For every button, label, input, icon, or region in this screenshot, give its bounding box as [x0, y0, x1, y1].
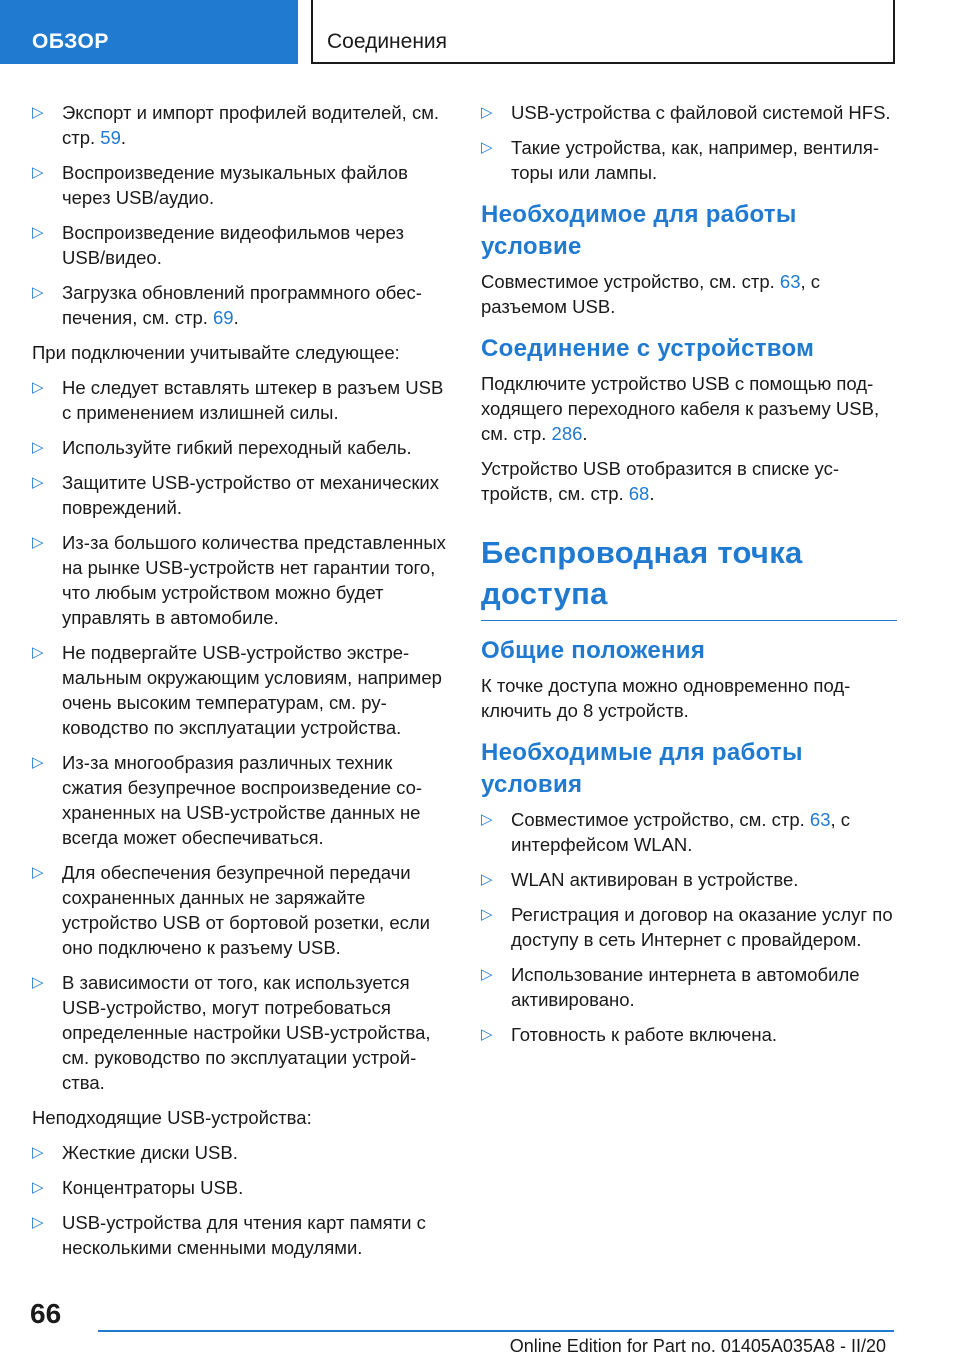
bullet-list: [32, 375, 450, 1095]
header-chapter-box: [311, 0, 895, 64]
bullet-triangle-icon: ▷: [481, 811, 493, 828]
footer-edition: Online Edition for Part no. 01405A035A8 - II/20: [509, 1336, 886, 1356]
bullet-item: [481, 867, 897, 892]
text-run: , с разъемом USB.: [481, 271, 821, 317]
bullet-triangle-icon: ▷: [32, 1179, 44, 1196]
text-run: Регистрация и договор на оказание услуг по доступу в сеть Интернет с провайдером.: [511, 904, 893, 950]
bullet-triangle-icon: ▷: [32, 864, 44, 881]
bullet-item: [32, 1210, 450, 1260]
text-run: .: [120, 127, 127, 148]
bullet-triangle-icon: ▷: [32, 534, 44, 551]
page-reference-link[interactable]: 286: [551, 423, 583, 444]
section-heading: Общие положения: [481, 637, 706, 664]
text-run: Не подвергайте USB-устройство экстремальным окружающим условиям, например очень высоким температурам, см. руководство по эксплуатации устройства.: [62, 642, 442, 738]
bullet-list: [481, 100, 897, 185]
bullet-triangle-icon: ▷: [32, 1214, 44, 1231]
bullet-triangle-icon: ▷: [32, 224, 44, 241]
text-run: Жесткие диски USB.: [62, 1142, 238, 1163]
bullet-list: [481, 807, 897, 1047]
text-run: Готовность к работе включена.: [511, 1024, 778, 1045]
bullet-triangle-icon: ▷: [32, 104, 44, 121]
text-run: USB-устройства для чтения карт памяти с несколькими сменными модулями.: [62, 1212, 426, 1258]
bullet-triangle-icon: ▷: [481, 871, 493, 888]
bullet-item: [32, 435, 450, 460]
text-run: Такие устройства, как, например, вентиляторы или лампы.: [511, 137, 880, 183]
header-section-tab: [0, 0, 298, 64]
bullet-triangle-icon: ▷: [481, 104, 493, 121]
text-run: В зависимости от того, как используется USB-устройство, могут потребоваться определенные настройки USB-устройства, см. руководство по эксплуатации устройства.: [62, 972, 431, 1093]
bullet-triangle-icon: ▷: [32, 474, 44, 491]
page-reference-link[interactable]: 68: [628, 483, 650, 504]
left-column: [32, 100, 450, 1270]
bullet-item: [32, 160, 450, 210]
text-run: Воспроизведение музыкальных файлов через USB/аудио.: [62, 162, 408, 208]
text-run: USB-устройства с файловой системой HFS.: [511, 102, 891, 123]
text-run: Подключите устройство USB с помощью подходящего переходного кабеля к разъему USB, см. стр.: [481, 373, 880, 444]
section-heading: Необходимые для работы условия: [481, 739, 803, 798]
bullet-item: [32, 100, 450, 150]
paragraph: К точке доступа можно одновременно подключить до 8 устройств.: [481, 675, 851, 721]
bullet-item: [32, 470, 450, 520]
header-section-title: ОБЗОР: [32, 30, 109, 53]
text-run: Использование интернета в автомобиле активировано.: [511, 964, 860, 1010]
paragraph: При подключении учитывайте следующее:: [32, 342, 400, 363]
page-reference-link[interactable]: 63: [779, 271, 801, 292]
header-chapter-title: Соединения: [327, 30, 448, 53]
bullet-triangle-icon: ▷: [481, 1026, 493, 1043]
text-run: Из-за большого количества представленных на рынке USB-устройств нет гарантии того, что любым устройством можно будет управлять в автомобиле.: [62, 532, 446, 628]
text-run: Совместимое устройство, см. стр.: [481, 271, 780, 292]
bullet-item: [481, 1022, 897, 1047]
section-heading: Соединение с устройством: [481, 335, 815, 362]
bullet-triangle-icon: ▷: [32, 439, 44, 456]
bullet-item: [481, 100, 897, 125]
bullet-item: [481, 807, 897, 857]
section-heading: Необходимое для работы условие: [481, 201, 797, 260]
text-run: Не следует вставлять штекер в разъем USB с применением излишней силы.: [62, 377, 444, 423]
page-reference-link[interactable]: 69: [213, 307, 234, 328]
text-run: Используйте гибкий переходный кабель.: [62, 437, 412, 458]
text-run: .: [582, 423, 588, 444]
bullet-triangle-icon: ▷: [32, 284, 44, 301]
bullet-item: [32, 280, 450, 330]
bullet-item: [32, 970, 450, 1095]
bullet-item: [32, 1175, 450, 1200]
text-run: Загрузка обновлений программного обеспечения, см. стр.: [62, 282, 422, 328]
footer-divider: [98, 1330, 894, 1332]
bullet-triangle-icon: ▷: [481, 906, 493, 923]
page-number: 66: [30, 1298, 62, 1329]
text-run: Из-за многообразия различных техник сжатия безупречное воспроизведение сохраненных на USB-устройстве данных не всегда может обеспечиваться.: [62, 752, 423, 848]
text-run: .: [233, 307, 239, 328]
paragraph: [481, 371, 897, 446]
bullet-item: [481, 902, 897, 952]
bullet-triangle-icon: ▷: [32, 754, 44, 771]
chapter-heading: Беспроводная точка доступа: [481, 532, 897, 621]
bullet-item: [32, 860, 450, 960]
bullet-item: [32, 530, 450, 630]
bullet-triangle-icon: ▷: [32, 974, 44, 991]
bullet-triangle-icon: ▷: [32, 379, 44, 396]
bullet-item: [32, 1140, 450, 1165]
bullet-triangle-icon: ▷: [481, 139, 493, 156]
text-run: Для обеспечения безупречной передачи сохраненных данных не заряжайте устройство USB от бортовой розетки, если оно подключено к разъему USB.: [62, 862, 430, 958]
bullet-item: [32, 640, 450, 740]
bullet-item: [32, 375, 450, 425]
text-run: .: [649, 483, 655, 504]
text-run: Защитите USB-устройство от механических повреждений.: [62, 472, 440, 518]
bullet-list: [32, 1140, 450, 1260]
page-reference-link[interactable]: 63: [809, 809, 831, 830]
bullet-item: [481, 962, 897, 1012]
page-reference-link[interactable]: 59: [100, 127, 121, 148]
text-run: Экспорт и импорт профилей водителей, см. стр.: [62, 102, 440, 148]
text-run: Концентраторы USB.: [62, 1177, 244, 1198]
text-run: WLAN активирован в устройстве.: [511, 869, 799, 890]
text-run: Совместимое устройство, см. стр.: [511, 809, 810, 830]
text-run: Устройство USB отобразится в списке устройств, см. стр.: [481, 458, 840, 504]
bullet-item: [32, 750, 450, 850]
bullet-item: [32, 220, 450, 270]
paragraph: [481, 269, 897, 319]
paragraph: [481, 456, 897, 506]
paragraph: Неподходящие USB-устройства:: [32, 1107, 312, 1128]
bullet-triangle-icon: ▷: [32, 164, 44, 181]
bullet-item: [481, 135, 897, 185]
bullet-triangle-icon: ▷: [32, 1144, 44, 1161]
text-run: , с интерфейсом WLAN.: [511, 809, 851, 855]
right-column: [481, 100, 897, 1057]
bullet-triangle-icon: ▷: [32, 644, 44, 661]
bullet-triangle-icon: ▷: [481, 966, 493, 983]
bullet-list: [32, 100, 450, 330]
text-run: Воспроизведение видеофильмов через USB/видео.: [62, 222, 404, 268]
